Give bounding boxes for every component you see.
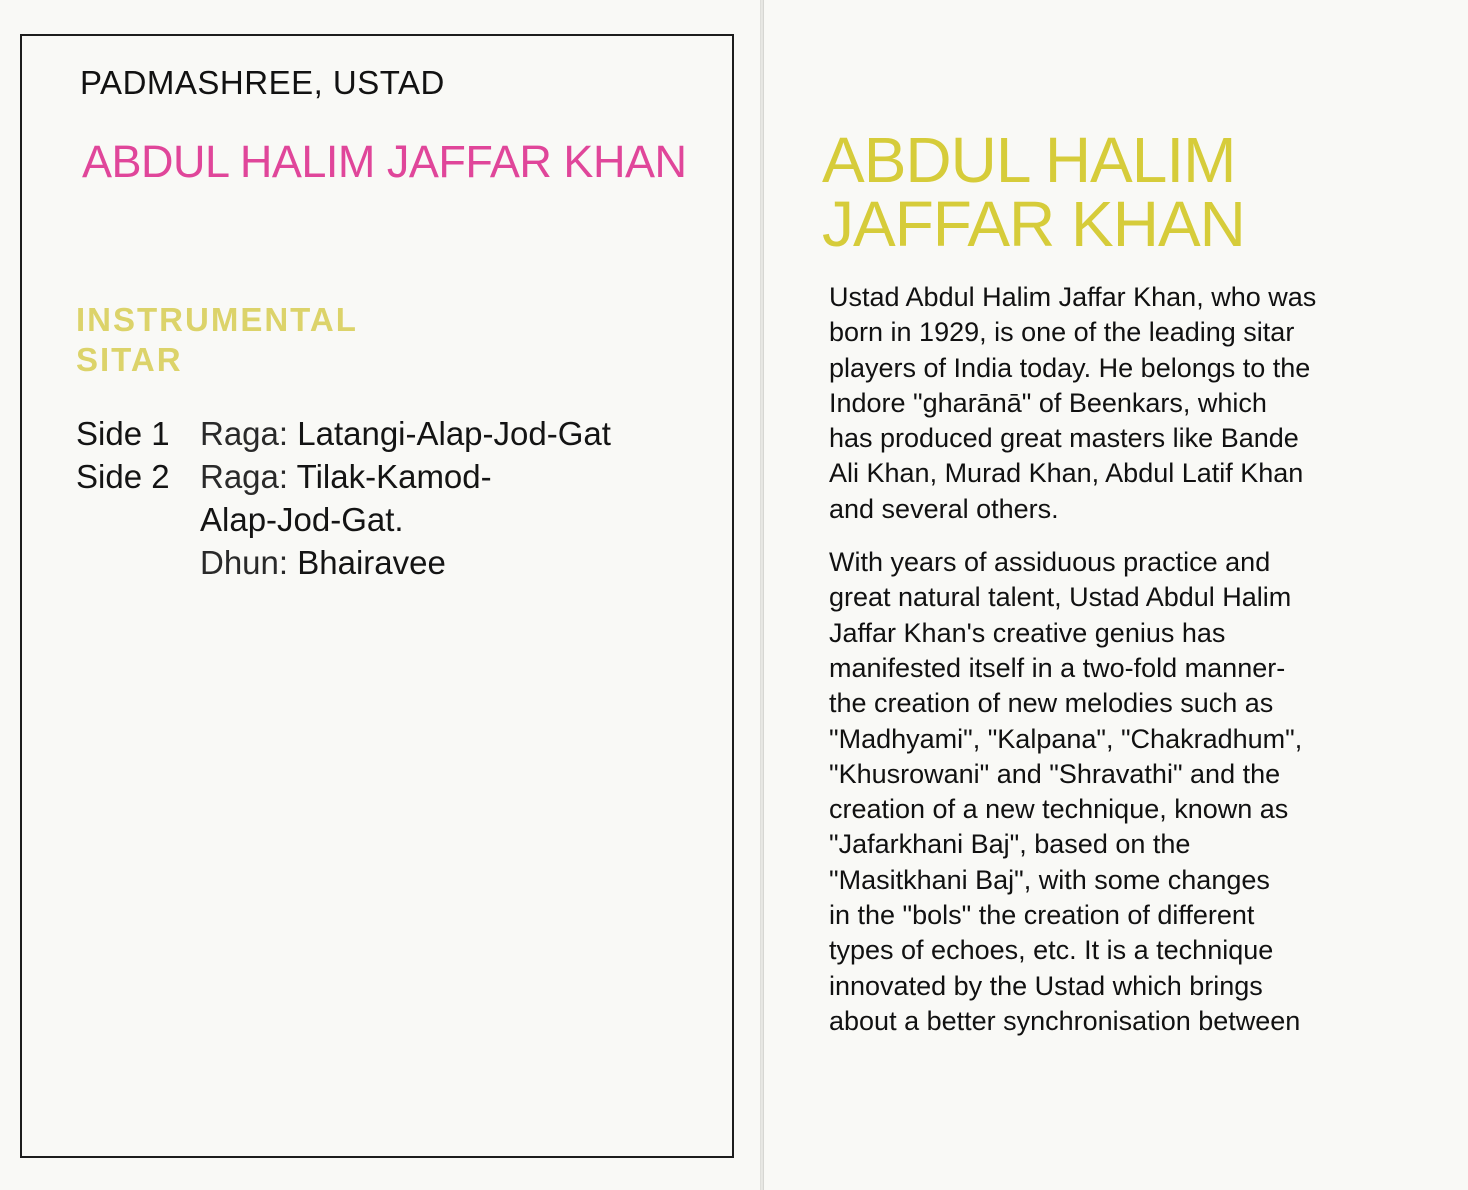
category-block xyxy=(76,300,358,380)
track-list xyxy=(76,412,611,584)
category-line-sitar: SITAR xyxy=(76,341,183,378)
side-2-label: Side 2 xyxy=(76,458,170,495)
side-2-raga-line-2: Alap-Jod-Gat. xyxy=(200,501,404,538)
side-2-dhun: Bhairavee xyxy=(297,544,446,581)
track-side-1 xyxy=(76,412,611,455)
side-2-raga-label: Raga: xyxy=(200,458,289,495)
side-1-raga: Latangi-Alap-Jod-Gat xyxy=(297,415,611,452)
category-line-instrumental: INSTRUMENTAL xyxy=(76,301,358,338)
side-1-label: Side 1 xyxy=(76,415,170,452)
honorific-title: PADMASHREE, USTAD xyxy=(80,64,445,101)
side-2-raga-line-1: Tilak-Kamod- xyxy=(296,458,492,495)
artist-name-heading: ABDUL HALIM JAFFAR KHAN xyxy=(82,136,687,187)
bio-paragraph-1: Ustad Abdul Halim Jaffar Khan, who was born in 1929, is one of the leading sitar players of India today. He belongs to the Indore "gharānā" of Beenkars, which has produced great masters like Bande Ali Khan, Murad Khan, Abdul Latif Khan and several others. xyxy=(829,282,1317,524)
bio-paragraph-2: With years of assiduous practice and great natural talent, Ustad Abdul Halim Jaffar Khan's creative genius has manifested itself in a two-fold manner- the creation of new melodies such as "Madhyami", "Kalpana", "Chakradhum", "Khusrowani" and "Shravathi" and the creation of a new technique, known as "Jafarkhani Baj", based on the "Masitkhani Baj", with some changes in the "bols" the creation of different types of echoes, etc. It is a technique innovated by the Ustad which brings about a better synchronisation between xyxy=(829,547,1303,1036)
biography xyxy=(829,280,1449,1039)
artist-title-gold xyxy=(822,124,1245,260)
panel-frame xyxy=(20,34,734,1158)
track-side-2 xyxy=(76,455,611,584)
title-line-1: ABDUL HALIM xyxy=(822,124,1236,196)
side-2-dhun-label: Dhun: xyxy=(200,544,289,581)
title-line-2: JAFFAR KHAN xyxy=(822,188,1245,260)
side-1-raga-label: Raga: xyxy=(200,415,289,452)
